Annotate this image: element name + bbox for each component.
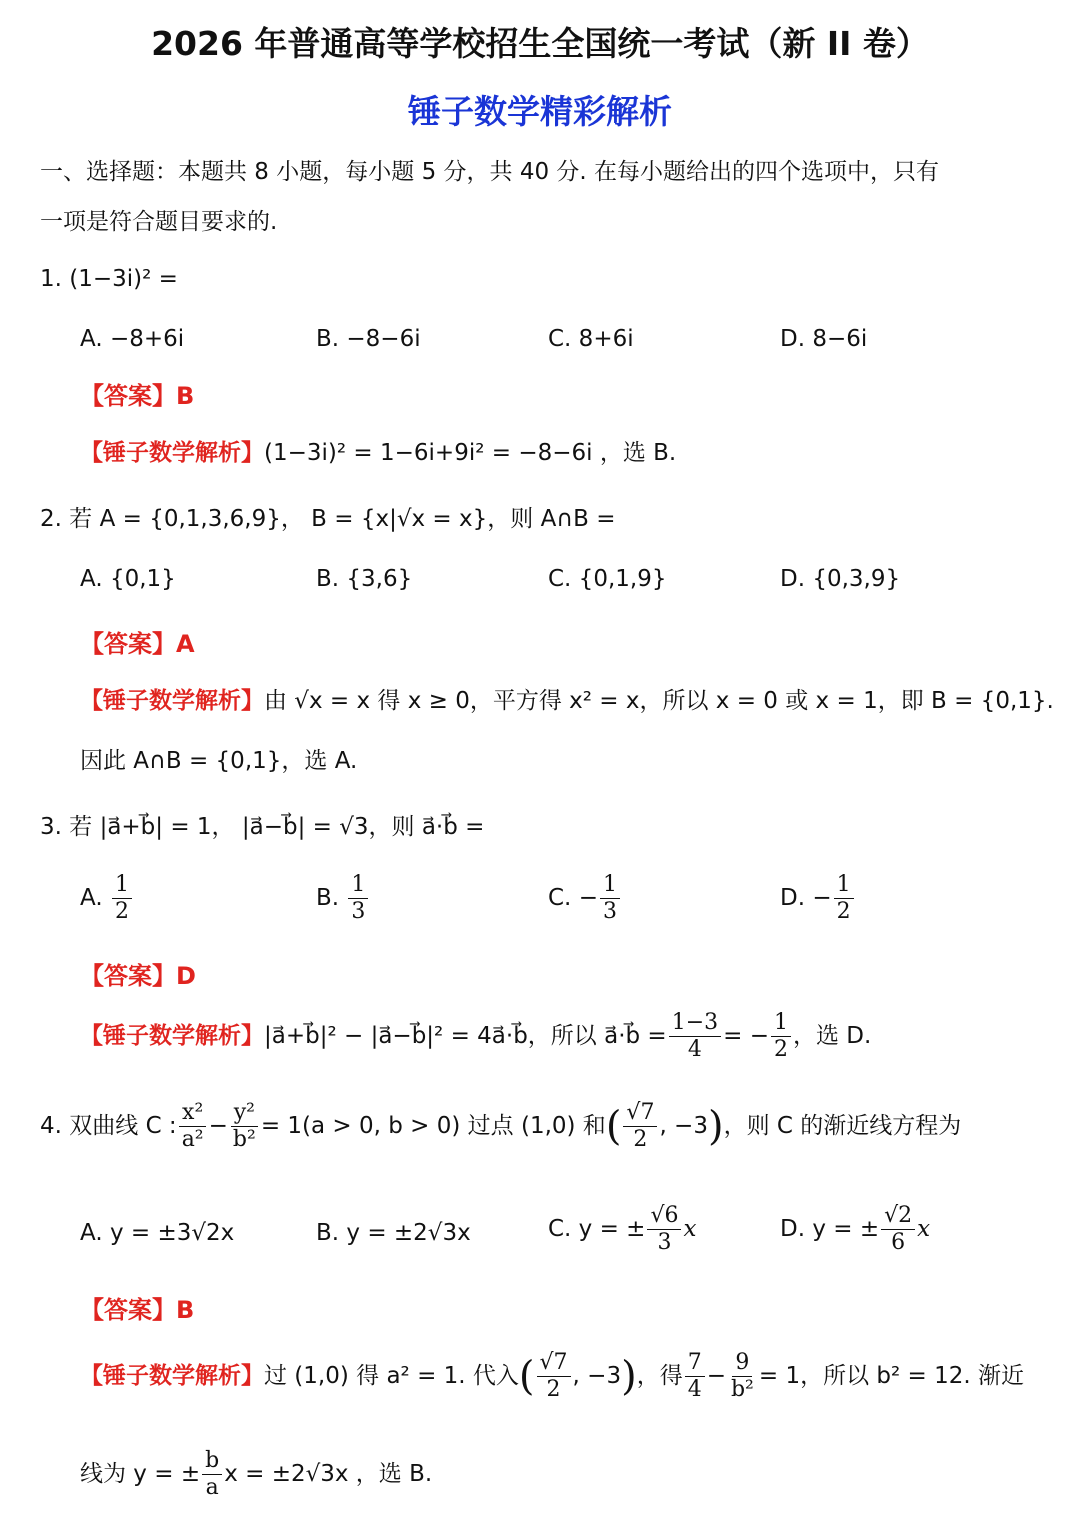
- analysis-text: 由 √x = x 得 x ≥ 0，平方得 x² = x，所以 x = 0 或 x = 1，即 B = {0,1}.: [264, 688, 1054, 714]
- question-3-option-a: A. $\frac{1}{2}$: [80, 872, 134, 925]
- question-2-option-b: B. {3,6}: [316, 566, 413, 592]
- question-1-option-d: D. 8−6i: [780, 326, 868, 352]
- analysis-label: 【锤子数学解析】: [80, 688, 264, 714]
- answer-label: 【答案】: [80, 382, 176, 410]
- answer-label: 【答案】: [80, 962, 176, 990]
- question-2-option-d: D. {0,3,9}: [780, 566, 901, 592]
- question-4-option-d: D. y = ± $\frac{√2}{6}$ x: [780, 1203, 931, 1255]
- question-1-option-c: C. 8+6i: [548, 326, 634, 352]
- question-3-stem: 3. 若 |a⃗+b⃗| = 1， |a⃗−b⃗| = √3，则 a⃗·b⃗ =: [40, 814, 485, 840]
- question-1-stem: 1. (1−3i)² =: [40, 266, 178, 292]
- analysis-label: 【锤子数学解析】: [80, 440, 264, 466]
- question-4-option-c: C. y = ± $\frac{√6}{3}$ x: [548, 1203, 697, 1255]
- document-title: 2026 年普通高等学校招生全国统一考试（新 II 卷）: [151, 24, 929, 63]
- question-4-answer: [80, 1290, 194, 1325]
- question-4-analysis-line1: 【锤子数学解析】过 (1,0) 得 a² = 1. 代入( $\frac{√7}{2}$ , −3)，得 $\frac{7}{4}$ − $\frac{9}{\text{b²}}$ = 1，所以 b² = 12. 渐近: [80, 1350, 1025, 1402]
- question-4-analysis-line2: 线为 y = ± $\frac{b}{a}$ x = ±2√3x ，选 B.: [80, 1448, 433, 1500]
- question-1-answer: [80, 376, 194, 411]
- question-4-option-a: A. y = ±3√2x: [80, 1220, 235, 1246]
- analysis-label: 【锤子数学解析】: [80, 1363, 264, 1389]
- question-4-stem: 4. 双曲线 C : $\frac{\text{x²}}{\text{a²}}$ − $\frac{\text{y²}}{\text{b²}}$ = 1(a > 0, b > 0) 过点 (1,0) 和( $\frac{√7}{2}$ , −3)，则 C 的渐近线方程为: [40, 1100, 962, 1152]
- section-intro-line2: 一项是符合题目要求的.: [40, 209, 278, 235]
- analysis-text: (1−3i)² = 1−6i+9i² = −8−6i ，选 B.: [264, 440, 677, 466]
- question-3-answer: [80, 956, 196, 991]
- answer-value: A: [176, 630, 195, 658]
- question-3-analysis: 【锤子数学解析】|a⃗+b⃗|² − |a⃗−b⃗|² = 4a⃗·b⃗，所以 a⃗·b⃗ = $\frac{1-3}{4}$ = − $\frac{1}{2}$ ，选 D.: [80, 1010, 872, 1062]
- question-3-option-c: C. − $\frac{1}{3}$: [548, 872, 622, 925]
- question-2-analysis-line2: 因此 A∩B = {0,1}，选 A.: [80, 748, 358, 774]
- answer-value: B: [176, 382, 195, 410]
- answer-value: D: [176, 962, 196, 990]
- question-2-stem: 2. 若 A = {0,1,3,6,9}， B = {x|√x = x}，则 A∩B =: [40, 506, 616, 532]
- question-2-option-c: C. {0,1,9}: [548, 566, 667, 592]
- question-2-analysis-line1: [80, 682, 1054, 715]
- answer-label: 【答案】: [80, 630, 176, 658]
- question-2-option-a: A. {0,1}: [80, 566, 176, 592]
- question-2-answer: [80, 624, 195, 659]
- question-1-option-a: A. −8+6i: [80, 326, 185, 352]
- section-intro-line1: 一、选择题：本题共 8 小题，每小题 5 分，共 40 分. 在每小题给出的四个选项中，只有: [40, 159, 940, 185]
- question-4-option-b: B. y = ±2√3x: [316, 1220, 471, 1246]
- document-subtitle: 锤子数学精彩解析: [408, 92, 672, 131]
- question-1-analysis: [80, 434, 676, 467]
- answer-label: 【答案】: [80, 1296, 176, 1324]
- question-1-option-b: B. −8−6i: [316, 326, 421, 352]
- question-3-option-d: D. − $\frac{1}{2}$: [780, 872, 856, 925]
- question-3-option-b: B. $\frac{1}{3}$: [316, 872, 370, 925]
- answer-value: B: [176, 1296, 195, 1324]
- analysis-label: 【锤子数学解析】: [80, 1023, 264, 1049]
